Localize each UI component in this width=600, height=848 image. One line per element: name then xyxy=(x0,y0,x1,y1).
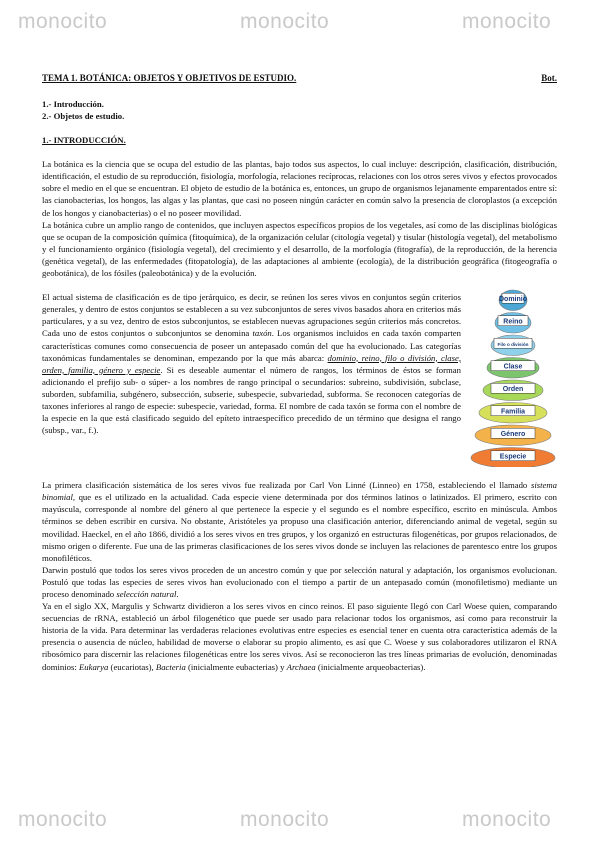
taxonomy-pyramid-diagram xyxy=(469,287,557,467)
term-eukarya: Eukarya xyxy=(78,661,109,672)
paragraph-history xyxy=(42,479,557,564)
term-bacteria: Bacteria xyxy=(155,661,186,672)
pyramid-label: Familia xyxy=(500,408,526,416)
table-of-contents xyxy=(42,98,557,122)
section-heading: 1.- INTRODUCCIÓN. xyxy=(42,135,126,146)
paragraph-scope: La botánica cubre un amplio rango de contenidos, que incluyen aspectos específicos propios de los vegetales, así como de las disciplinas biológicas que se ocupan de la composición química (fitoquímica), de la organización celular (citología vegetal) y tisular (histología vegetal), del metabolismo y el funcionamiento orgánico (fisiología vegetal), del crecimiento y el desarrollo, de la morfología (fitografía), de la reproducción, de la herencia (genética vegetal), de las enfermedades (fitopatología), de las adaptaciones al ambiente (ecología), de la distribución geográfica (fitogeografía o geobotánica), de los fósiles (paleobotánica) y de la evolución. xyxy=(42,219,557,279)
document-header xyxy=(42,72,557,84)
text-run: . xyxy=(176,588,179,599)
text-run: , que es el utilizado en la actualidad. Cada especie viene determinada por dos términos latinos o latinizados. El primero, escrito con mayúscula, corresponde al nombre del género al que pertenece la especie y el segundo es el nombre específico, escrito en minúscula. Ambos términos se deben escribir en cursiva. No obstante, Aristóteles ya propuso una clasificación anterior, diferenciando animal de vegetal, según su movilidad. Haeckel, en el año 1866, dividió a los seres vivos en tres grupos, y los organizó en estructuras filogenéticas, por grupos relacionados, de mismo origen o diferente. Fue una de las primeras clasificaciones de los seres vivos donde se incluyen las relaciones de parentesco entre los grupos monofiléticos. xyxy=(42,492,557,563)
watermark-text: monocito xyxy=(240,10,330,33)
text-run: (eucariotas), xyxy=(108,661,156,672)
pyramid-label: Clase xyxy=(503,363,523,371)
pyramid-label: Filo o división xyxy=(497,341,529,347)
text-run: La primera clasificación sistemática de los seres vivos fue realizada por Carl Von Linné (Linneo) en 1758, estableciendo el llamado xyxy=(42,480,531,491)
classification-block xyxy=(42,291,557,467)
watermark-text: monocito xyxy=(18,10,108,33)
watermark-text: monocito xyxy=(240,808,330,831)
text-run: El actual sistema de clasificación es de tipo jerárquico, es decir, se reúnen los seres vivos en conjuntos según criterios generales, y dentro de estos conjuntos se establecen a su vez subconjuntos de seres vivos basados ahora en criterios más particulares, y a su vez, dentro de estos subconjuntos, se establecen nuevas agrupaciones según criterios más concretos. Cada uno de estos conjuntos o subconjuntos se denomina xyxy=(42,292,461,339)
pyramid-label: Dominio xyxy=(499,295,527,303)
term-natural-selection: selección natural xyxy=(116,588,177,599)
subject-tag: Bot. xyxy=(541,73,557,83)
term-taxon: taxón xyxy=(252,328,272,339)
paragraph-classification xyxy=(42,291,461,467)
document-page xyxy=(42,72,557,673)
paragraph-woese xyxy=(42,600,557,673)
watermark-text: monocito xyxy=(18,808,108,831)
toc-item: 2.- Objetos de estudio. xyxy=(42,111,125,122)
text-run: . Los organismos incluidos en cada taxón comparten características comunes como consecuencia de poseer un antepasado común del que ha evolucionado. Las categorías taxonómicas fundamentales se denominan, empezando por la que más abarca: xyxy=(42,328,462,363)
paragraph-darwin xyxy=(42,564,557,600)
text-run: (inicialmente eubacterias) y xyxy=(185,661,287,672)
watermark-text: monocito xyxy=(462,808,552,831)
text-run: . Si es deseable aumentar el número de rangos, los términos de éstos se forman adicionando el prefijo sub- o súper- a los nombres de rango principal o secundarios: subreino, subdivisión, subclase, suborden, subfamilia, subgénero, subsección, subserie, subespecie, subvariedad, subforma. Se reconocen categorías de taxones inferiores al rango de especie: subespecie, variedad, forma. El nombre de cada taxón se forma con el nombre de la especie en la que está clasificado seguido del epíteto intraespecífico precedido de un término que designa el rango (subsp., var., f.). xyxy=(42,364,461,436)
paragraph-definition: La botánica es la ciencia que se ocupa del estudio de las plantas, bajo todos sus aspectos, lo cual incluye: descripción, clasificación, distribución, identificación, el estudio de su reproducción, fisiología, morfología, relaciones recíprocas, relaciones con los otros seres vivos y efectos provocados sobre el medio en el que se encuentran. El objeto de estudio de la botánica es, entonces, un grupo de organismos lejanamente emparentados entre sí: las cianobacterias, los hongos, las algas y las plantas, que casi no poseen ningún carácter en común salvo la presencia de cloroplastos (a excepción de los hongos y cianobacterias) o el no poseer movilidad. xyxy=(42,159,557,218)
document-title: TEMA 1. BOTÁNICA: OBJETOS Y OBJETIVOS DE ESTUDIO. xyxy=(42,73,297,83)
pyramid-label: Reino xyxy=(503,318,523,326)
watermark-text: monocito xyxy=(462,10,552,33)
term-categories: dominio, reino, filo o división, clase, orden, familia, género y especie xyxy=(42,352,461,375)
pyramid-label: Especie xyxy=(499,453,527,461)
pyramid-label: Género xyxy=(500,430,526,438)
text-run: Ya en el siglo XX, Margulis y Schwartz dividieron a los seres vivos en cinco reinos. El paso siguiente llegó con Carl Woese quien, comparando secuencias de rRNA, estableció un árbol filogenético que puede ser usado para relacionar todos los organismos, así como para reconstruir la historia de la vida. Para determinar las verdaderas relaciones evolutivas entre especies es esencial tener en cuenta otra característica además de la presencia o ausencia de núcleo, habilidad de moverse o elaborar su propio alimento, es así que C. Woese y sus colaboradores utilizaron el RNA ribosómico para discernir las relaciones filogenéticas entre los seres vivos. Así se reconocieron las tres líneas primarias de evolución, denominadas dominios: xyxy=(42,601,557,672)
pyramid-label: Orden xyxy=(502,385,524,393)
term-binomial: sistema binomial xyxy=(42,480,557,503)
term-archaea: Archaea xyxy=(286,661,316,672)
text-run: Darwin postuló que todos los seres vivos proceden de un ancestro común y que por selección natural y adaptación, los organismos evolucionan. Postuló que todas las especies de seres vivos han evolucionado con el tiempo a partir de un antepasado común (monofiletismo) mediante un proceso denominado xyxy=(42,564,557,599)
toc-item: 1.- Introducción. xyxy=(42,99,104,110)
text-run: (inicialmente arqueobacterias). xyxy=(315,661,426,672)
